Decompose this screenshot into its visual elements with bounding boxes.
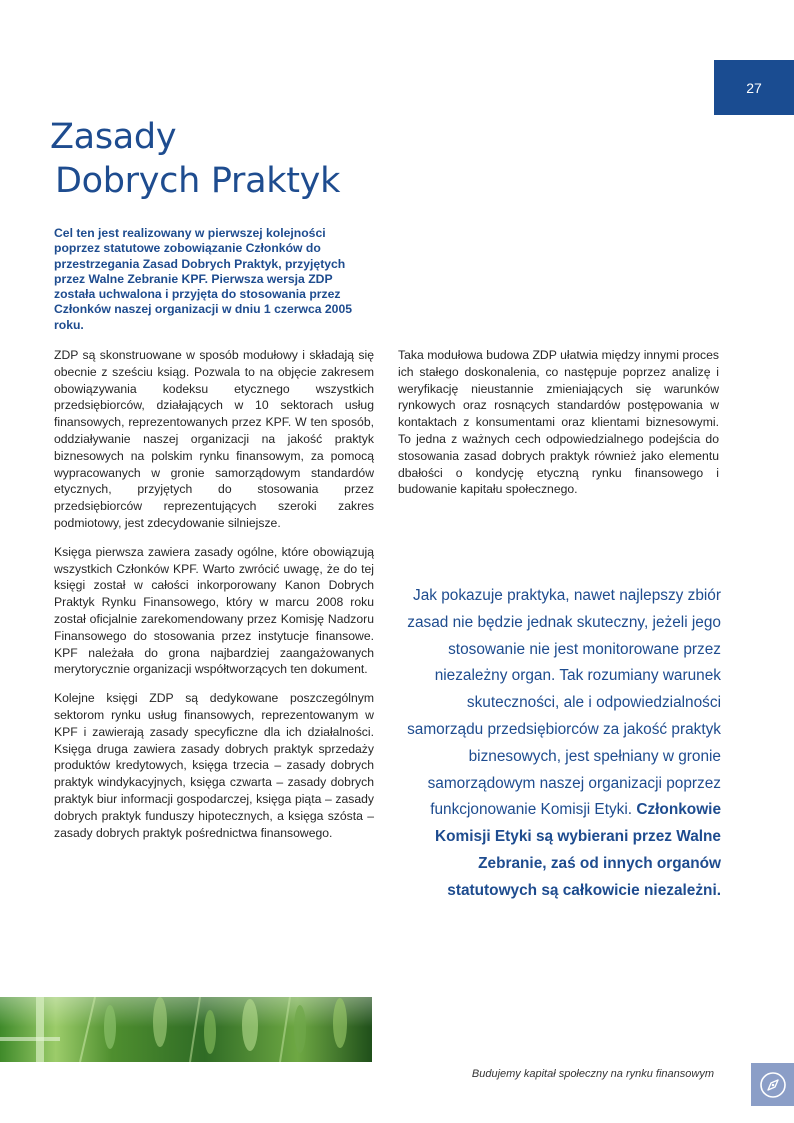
left-column: [54, 347, 374, 853]
title-line-2: Dobrych Praktyk: [55, 161, 341, 201]
paragraph: Kolejne księgi ZDP są dedykowane poszczególnym sektorom rynku usług finansowych, reprezentowanym w KPF i zawierają zasady specyficzne dla ich działalności. Księga druga zawiera zasady dobrych praktyk sprzedaży produktów kredytowych, księga trzecia – zasady dobrych praktyk windykacyjnych, księga czwarta – zasady dobrych praktyk biur informacji gospodarczej, księga piąta – zasady dobrych praktyk funduszy hipotecznych, a księga szósta – zasady dobrych praktyk pośrednictwa finansowego.: [54, 691, 374, 840]
footer-tagline: Budujemy kapitał społeczny na rynku finansowym: [471, 1068, 714, 1080]
page-number: 27: [714, 60, 794, 115]
page-title: [50, 115, 340, 203]
title-line-1: Zasady: [50, 117, 177, 157]
paragraph: Taka modułowa budowa ZDP ułatwia między innymi proces ich stałego doskonalenia, co następuje poprzez analizę i weryfikację nieustannie zmieniających się warunków rynkowych oraz rosnących standardów postępowania w kontaktach z konsumentami oraz klientami biznesowymi. To jedna z ważnych cech odpowiedzialnego podejścia do stosowania zasad dobrych praktyk również jako elementu dbałości o kondycję etyczną rynku finansowego i budowanie kapitału społecznego.: [398, 348, 719, 497]
wheat-photo: [0, 997, 372, 1062]
quote-text: Jak pokazuje praktyka, nawet najlepszy zbiór zasad nie będzie jednak skuteczny, jeżeli jego stosowanie nie jest monitorowane przez niezależny organ. Tak rozumiany warunek skuteczności, ale i odpowiedzialności samorządu przedsiębiorców za jakość praktyk biznesowych, jest spełniany w gronie samorządowym naszej organizacji poprzez funkcjonowanie Komisji Etyki.: [407, 587, 721, 819]
footer-icon-box: [751, 1063, 794, 1106]
paragraph: ZDP są skonstruowane w sposób modułowy i składają się obecnie z sześciu ksiąg. Pozwala to na objęcie zakresem obowiązywania kodeksu etycznego wszystkich przedsiębiorców, działających w 10 sektorach usług finansowych, reprezentowanych przez KPF. W ten sposób, oddziaływanie naszej organizacji na jakość praktyk biznesowych na polskim rynku finansowym, za pomocą wypracowanych w gronie samorządowym standardów etycznych, przyjętych do stosowania przez przedsiębiorców reprezentujących szeroki zakres podmiotowy, jest zdecydowanie silniejsze.: [54, 348, 374, 530]
pull-quote: [398, 583, 721, 905]
right-column: [398, 347, 719, 510]
quote-bold-text: Członkowie Komisji Etyki są wybierani przez Walne Zebranie, zaś od innych organów statutowych są całkowicie niezależni.: [435, 801, 721, 899]
paragraph: Księga pierwsza zawiera zasady ogólne, które obowiązują wszystkich Członków KPF. Warto zwrócić uwagę, że do tej księgi został w całości inkorporowany Kanon Dobrych Praktyk Rynku Finansowego, który w marcu 2008 roku został oficjalnie zarekomendowany przez Komisję Nadzoru Finansowego do stosowania przez instytucje finansowe. KPF należała do grona najbardziej zaangażowanych merytorycznie organizacji współtworzących ten dokument.: [54, 544, 374, 677]
compass-icon: [758, 1070, 788, 1100]
lead-paragraph: Cel ten jest realizowany w pierwszej kolejności poprzez statutowe zobowiązanie Członków do przestrzegania Zasad Dobrych Praktyk, przyjętych przez Walne Zebranie KPF. Pierwsza wersja ZDP została uchwalona i przyjęta do stosowania przez Członków naszej organizacji w dniu 1 czerwca 2005 roku.: [54, 226, 353, 332]
wheat-field-image: [0, 997, 372, 1062]
